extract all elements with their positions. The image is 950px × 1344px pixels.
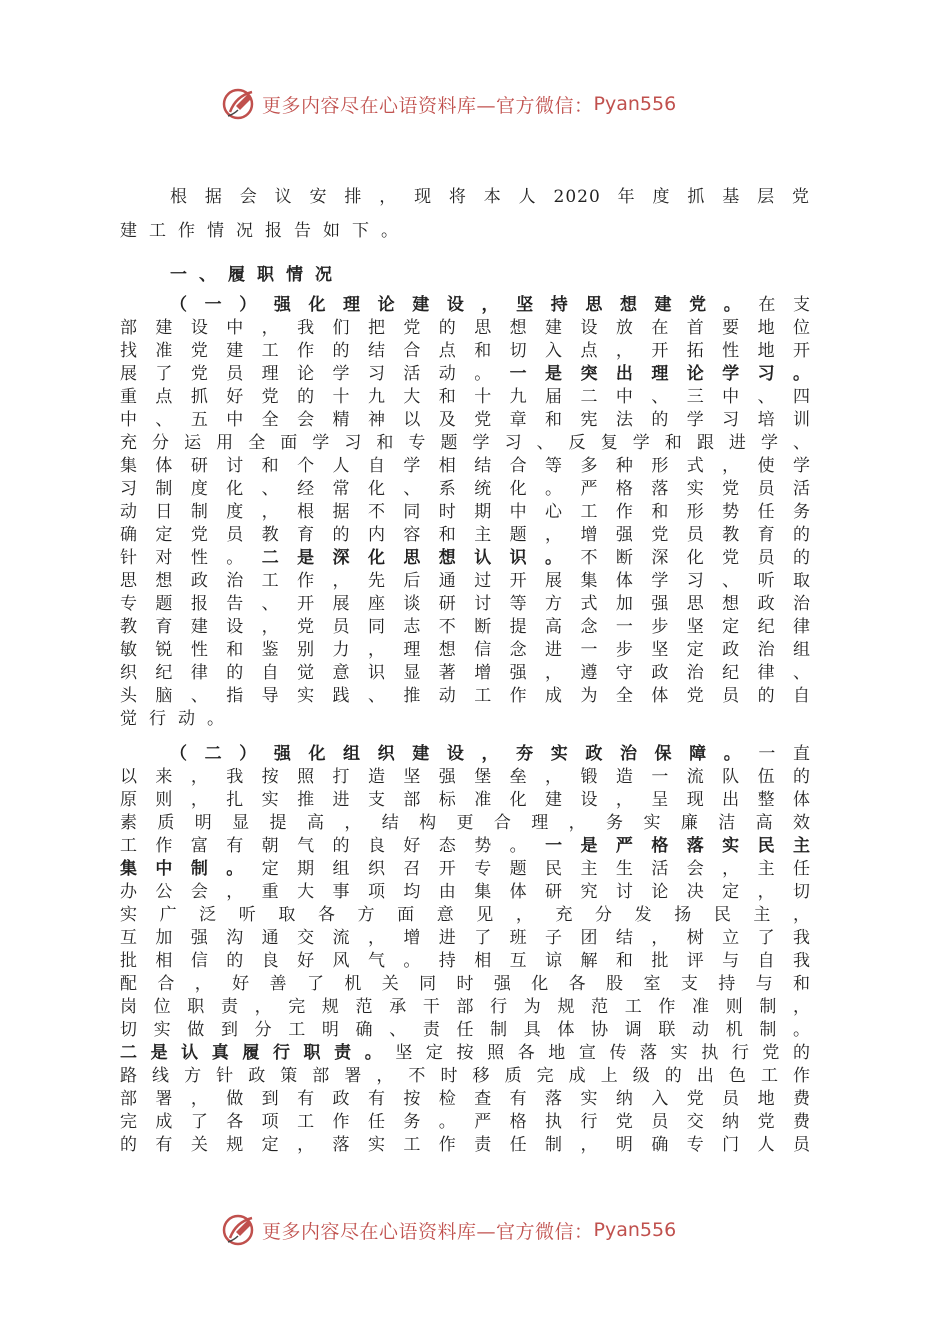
section-heading: 一、履职情况 (170, 265, 344, 285)
text-line: 工作富有朝气的良好态势。一是严格落实民主 (120, 836, 811, 856)
text-line: 思想政治工作，先后通过开展集体学习、听取 (120, 571, 810, 591)
text-line: 找准党建工作的结合点和切入点，开拓性地开 (120, 341, 810, 361)
section-1-first-line: （一）强化理论建设，坚持思想建党。在支 (170, 295, 811, 315)
text-line: 习制度化、经常化、系统化。严格落实党员活 (120, 479, 810, 499)
text-line: 批相信的良好风气。持相互谅解和批评与自我 (120, 951, 810, 971)
text-line: 互加强沟通交流，增进了班子团结，树立了我 (120, 928, 810, 948)
text-line: 确定党员教育的内容和主题，增强党员教育的 (120, 525, 810, 545)
text-line: 专题报告、开展座谈研讨等方式加强思想政治 (120, 594, 810, 614)
section-2-first-line: （二）强化组织建设，夯实政治保障。一直 (170, 744, 811, 764)
emphasis: 一是突出理论学习。 (509, 364, 811, 384)
section-1-title: （一）强化理论建设，坚持思想建党。 (170, 295, 759, 315)
document-body (120, 180, 810, 1157)
emphasis: 一是严格落实民主 (545, 836, 811, 856)
text-line: 集体研讨和个人自学相结合等多种形式，使学 (120, 456, 810, 476)
text-line: 动日制度，根据不同时期中心工作和形势任务 (120, 502, 810, 522)
text-line: 教育建设，党员同志不断提高念一步坚定纪律 (120, 617, 810, 637)
watermark-id: Pyan556 (593, 93, 677, 115)
text-line: 织纪律的自觉意识显著增强，遵守政治纪律、 (120, 663, 810, 683)
text-line: 敏锐性和鉴别力，理想信念进一步坚定政治组 (120, 640, 810, 660)
intro-paragraph (120, 180, 810, 248)
pen-logo-icon (222, 86, 258, 122)
section-1 (120, 294, 810, 731)
text-line: 素质明显提高，结构更合理，务实廉洁高效 (120, 813, 810, 833)
text-line: 以来，我按照打造坚强堡垒，锻造一流队伍的 (120, 767, 810, 787)
text-line: 头脑、指导实践、推动工作成为全体党员的自 (120, 686, 810, 706)
text-line: 针对性。二是深化思想认识。不断深化党员的 (120, 548, 811, 568)
text-line: 切实做到分工明确、责任制具体协调联动机制。 (120, 1020, 810, 1040)
pen-logo-icon (222, 1212, 258, 1248)
text-line: 路线方针政策部署，不时移质完成上级的出色工作 (120, 1066, 810, 1086)
text-line: 配合，好善了机关同时强化各股室支持与和 (120, 974, 810, 994)
watermark-text: 更多内容尽在心语资料库—官方微信： (262, 1220, 594, 1243)
text-line: 集中制。定期组织召开专题民主生活会，主任 (120, 859, 811, 879)
watermark-text: 更多内容尽在心语资料库—官方微信： (262, 94, 594, 117)
text-line: 展了党员理论学习活动。一是突出理论学习。 (120, 364, 811, 384)
text-line: 办公会，重大事项均由集体研究讨论决定，切 (120, 882, 810, 902)
text-line: 岗位职责，完规范承干部行为规范工作准则制， (120, 997, 810, 1017)
intro-line: 建工作情况报告如下。 (120, 221, 410, 241)
text-line: 充分运用全面学习和专题学习、反复学和跟进学、 (120, 433, 810, 453)
text-line: 原则，扎实推进支部标准化建设，呈现出整体 (120, 790, 810, 810)
text-line: 觉行动。 (120, 709, 236, 729)
text-line: 的有关规定，落实工作责任制，明确专门人员 (120, 1135, 810, 1155)
watermark-top (0, 84, 950, 124)
emphasis: 集中制。 (120, 859, 262, 879)
emphasis: 二是深化思想认识。 (261, 548, 581, 568)
watermark-id: Pyan556 (593, 1219, 677, 1241)
text-line: 实广泛听取各方面意见，充分发扬民主， (120, 905, 810, 925)
text-line: 中、五中全会精神以及党章和宪法的学习培训 (120, 410, 810, 430)
text-line: 完成了各项工作任务。严格执行党员交纳党费 (120, 1112, 810, 1132)
watermark-bottom (0, 1210, 950, 1250)
text-line: 部建设中，我们把党的思想建设放在首要地位 (120, 318, 810, 338)
text-line: 部署，做到有政有按检查有落实纳入党员地费 (120, 1089, 810, 1109)
section-2 (120, 743, 810, 1157)
text-line: 二是认真履行职责。坚定按照各地宣传落实执行党的 (120, 1043, 811, 1063)
intro-line: 根据会议安排，现将本人2020年度抓基层党 (170, 187, 810, 207)
emphasis: 二是认真履行职责。 (120, 1043, 396, 1063)
text-line: 重点抓好党的十九大和十九届二中、三中、四 (120, 387, 810, 407)
section-2-title: （二）强化组织建设，夯实政治保障。 (170, 744, 759, 764)
